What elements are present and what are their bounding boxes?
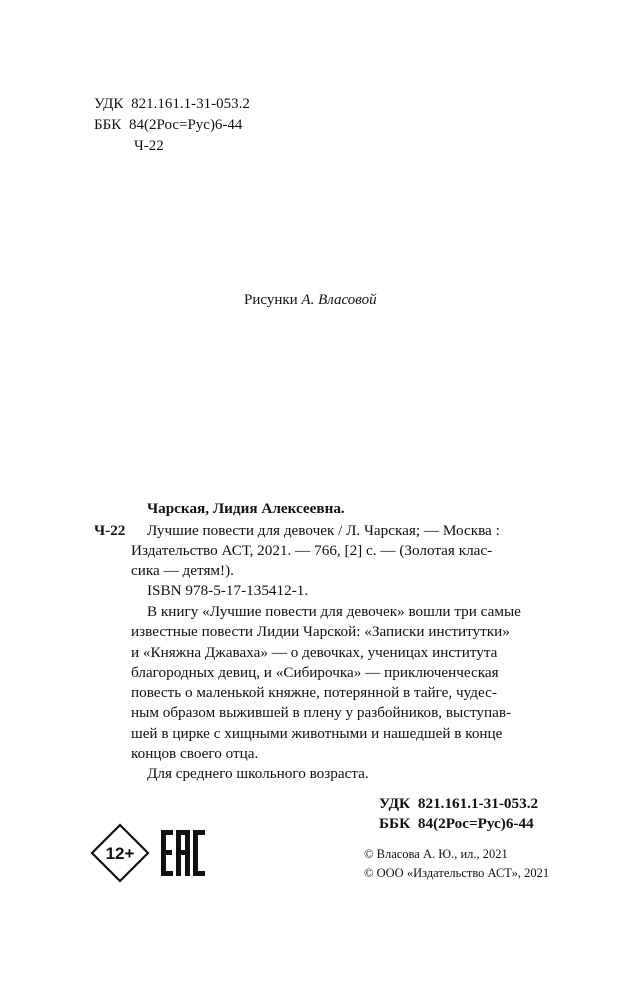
bib-isbn: ISBN 978-5-17-135412-1. (147, 582, 309, 599)
age-rating-badge (90, 823, 150, 883)
bib-line-3: сика — детям!). (131, 562, 234, 579)
top-udk-label: УДК (94, 96, 124, 112)
top-bbk-label: ББК (94, 117, 122, 133)
illustrations-artist: А. Власовой (301, 292, 377, 308)
annotation-line: и «Княжна Джаваха» — о девочках, ученицах института (131, 643, 498, 661)
illustrations-credit (244, 292, 377, 309)
top-bbk-value: 84(2Рос=Рус)6-44 (128, 117, 243, 133)
top-bbk-line (94, 115, 242, 136)
annotation-line: известные повести Лидии Чарской: «Записки институтки» (131, 623, 510, 641)
top-author-mark: Ч-22 (134, 138, 164, 154)
bib-author: Чарская, Лидия Алексеевна. (147, 500, 345, 517)
top-udk-line (94, 94, 250, 115)
annotation-line: шей в цирке с хищными животными и нашедшей в конце (131, 724, 503, 742)
annotation-line: концов своего отца. (131, 745, 259, 763)
bottom-udk-value: 821.161.1-31-053.2 (417, 795, 539, 812)
bottom-udk-label: УДК (379, 795, 411, 812)
top-udk-value: 821.161.1-31-053.2 (131, 96, 250, 112)
age-rating-text: 12+ (105, 844, 135, 863)
copyright-line: © Власова А. Ю., ил., 2021 (364, 847, 508, 861)
bottom-bbk-line (379, 814, 534, 834)
annotation-line: благородных девиц, и «Сибирочка» — приключенческая (131, 663, 499, 681)
bottom-udk-line (379, 794, 538, 814)
eac-mark-icon (160, 828, 206, 878)
annotation-line: В книгу «Лучшие повести для девочек» вошли три самые (147, 603, 521, 620)
bib-line-2: Издательство АСТ, 2021. — 766, [2] с. — (Золотая клас- (131, 542, 493, 559)
copyright-block (364, 845, 549, 883)
annotation-line: ным образом выжившей в плену у разбойников, выступав- (131, 704, 512, 722)
bib-line-1: Лучшие повести для девочек / Л. Чарская; — Москва : (147, 522, 500, 539)
bottom-bbk-label: ББК (379, 815, 411, 832)
bib-mark: Ч-22 (94, 522, 126, 539)
bib-audience: Для среднего школьного возраста. (147, 765, 369, 782)
illustrations-prefix: Рисунки (244, 292, 298, 308)
annotation-line: повесть о маленькой княжне, потерянной в тайге, чудес- (131, 684, 497, 702)
bottom-bbk-value: 84(2Рос=Рус)6-44 (417, 815, 534, 832)
bib-annotation (131, 602, 521, 764)
copyright-line: © ООО «Издательство АСТ», 2021 (364, 866, 550, 880)
